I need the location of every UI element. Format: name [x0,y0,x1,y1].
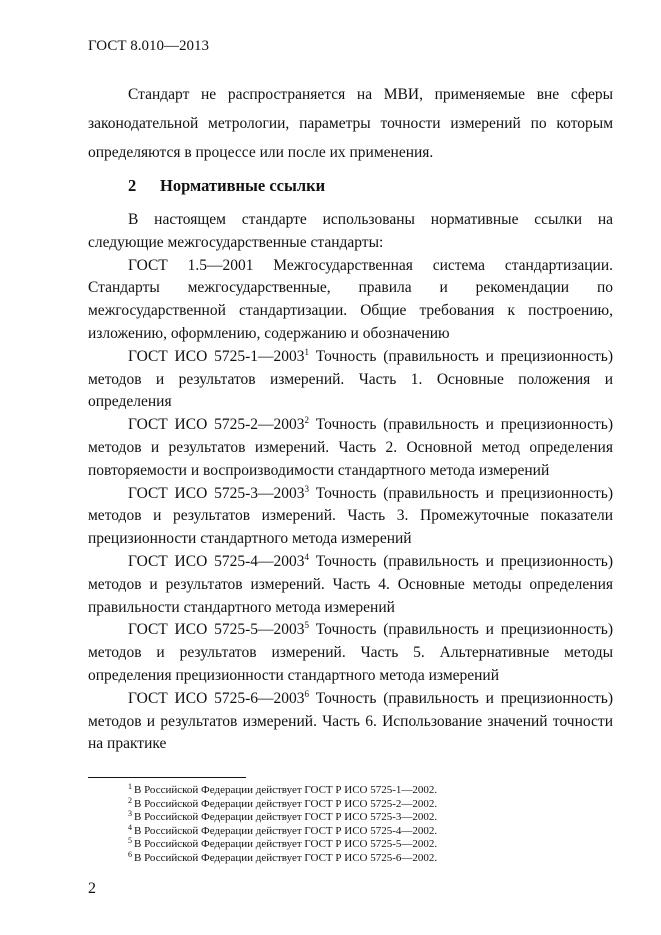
reference-item [88,346,613,414]
footnote-number: 2 [128,795,132,805]
reference-text: Точность (правильность и прецизионность) методов и результатов измерений. Часть 1. Основные положения и определения [88,347,614,411]
footnote [128,838,437,852]
footnote-text: В Российской Федерации действует ГОСТ Р ИСО 5725-3—2002. [134,811,438,823]
reference-text: Точность (правильность и прецизионность) методов и результатов измерений. Часть 5. Альтернативные методы определения прецизионности стандартного метода измерений [88,621,614,684]
reference-code: ГОСТ ИСО 5725-4—2003 [128,552,305,570]
footnote-text: В Российской Федерации действует ГОСТ Р ИСО 5725-1—2002. [134,784,438,796]
footnote [128,795,438,812]
footnote-text: В Российской Федерации действует ГОСТ Р ИСО 5725-4—2002. [134,824,438,837]
footnote-mark: 3 [304,483,309,494]
intro-block [88,80,613,167]
footnote-number: 4 [128,822,132,832]
footnote-mark: 1 [304,346,309,357]
reference-gost-1-5: ГОСТ 1.5—2001 Межгосударственная система стандартизации. Стандарты межгосударственные, правила и рекомендации по межгосударственной стандартизации. Общие требования к построению, изложению, оформлению, содержанию и обозначению [88,256,613,342]
footnote-divider [88,777,246,778]
footnote-number: 5 [128,836,132,845]
reference-text: Точность (правильность и прецизионность) методов и результатов измерений. Часть 2. Основной метод определения повторяемости и воспроизводимости стандартного метода измерений [88,416,614,479]
section-heading [128,176,325,196]
reference-code: ГОСТ ИСО 5725-3—2003 [128,484,305,502]
reference-item [88,483,613,551]
footnote-number: 1 [128,782,132,791]
lead-paragraph: В настоящем стандарте использованы нормативные ссылки на следующие межгосударственные стандарты: [88,211,613,251]
reference-code: ГОСТ ИСО 5725-1—2003 [128,347,305,365]
reference-item [88,688,613,756]
reference-code: ГОСТ ИСО 5725-6—2003 [128,689,305,707]
footnote [128,784,437,798]
intro-paragraph: Стандарт не распространяется на МВИ, применяемые вне сферы законодательной метрологии, параметры точности измерений по которым определяются в процессе или после их применения. [88,86,613,161]
section-number: 2 [128,176,137,195]
footnote-number: 3 [128,809,132,818]
reference-text: Точность (правильность и прецизионность) методов и результатов измерений. Часть 4. Основные методы определения правильности стандартного метода измерений [88,552,614,616]
reference-code: ГОСТ ИСО 5725-2—2003 [128,416,305,434]
section-title: Нормативные ссылки [160,176,326,195]
reference-item [88,619,613,687]
footnote-mark: 6 [304,688,309,699]
reference-item [88,414,613,482]
references-block [88,209,613,756]
footnote-mark: 5 [304,620,309,631]
reference-item [88,551,613,619]
footnote-mark: 2 [304,415,309,426]
footnote-mark: 4 [304,551,309,562]
footnote-text: В Российской Федерации действует ГОСТ Р ИСО 5725-2—2002. [134,797,438,810]
page-number: 2 [88,880,96,897]
footnote-number: 6 [128,849,132,859]
reference-code: ГОСТ ИСО 5725-5—2003 [128,621,305,639]
reference-text: Точность (правильность и прецизионность) методов и результатов измерений. Часть 6. Использование значений точности на практике [88,689,614,753]
footnote-text: В Российской Федерации действует ГОСТ Р ИСО 5725-6—2002. [134,851,438,864]
footnotes-block [128,784,437,865]
footnote [128,849,438,866]
footnote [128,811,437,825]
footnote [128,822,438,839]
reference-text: Точность (правильность и прецизионность) методов и результатов измерений. Часть 3. Промежуточные показатели прецизионности стандартного метода измерений [88,484,614,548]
footnote-text: В Российской Федерации действует ГОСТ Р ИСО 5725-5—2002. [134,838,438,850]
document-header: ГОСТ 8.010—2013 [88,38,209,54]
